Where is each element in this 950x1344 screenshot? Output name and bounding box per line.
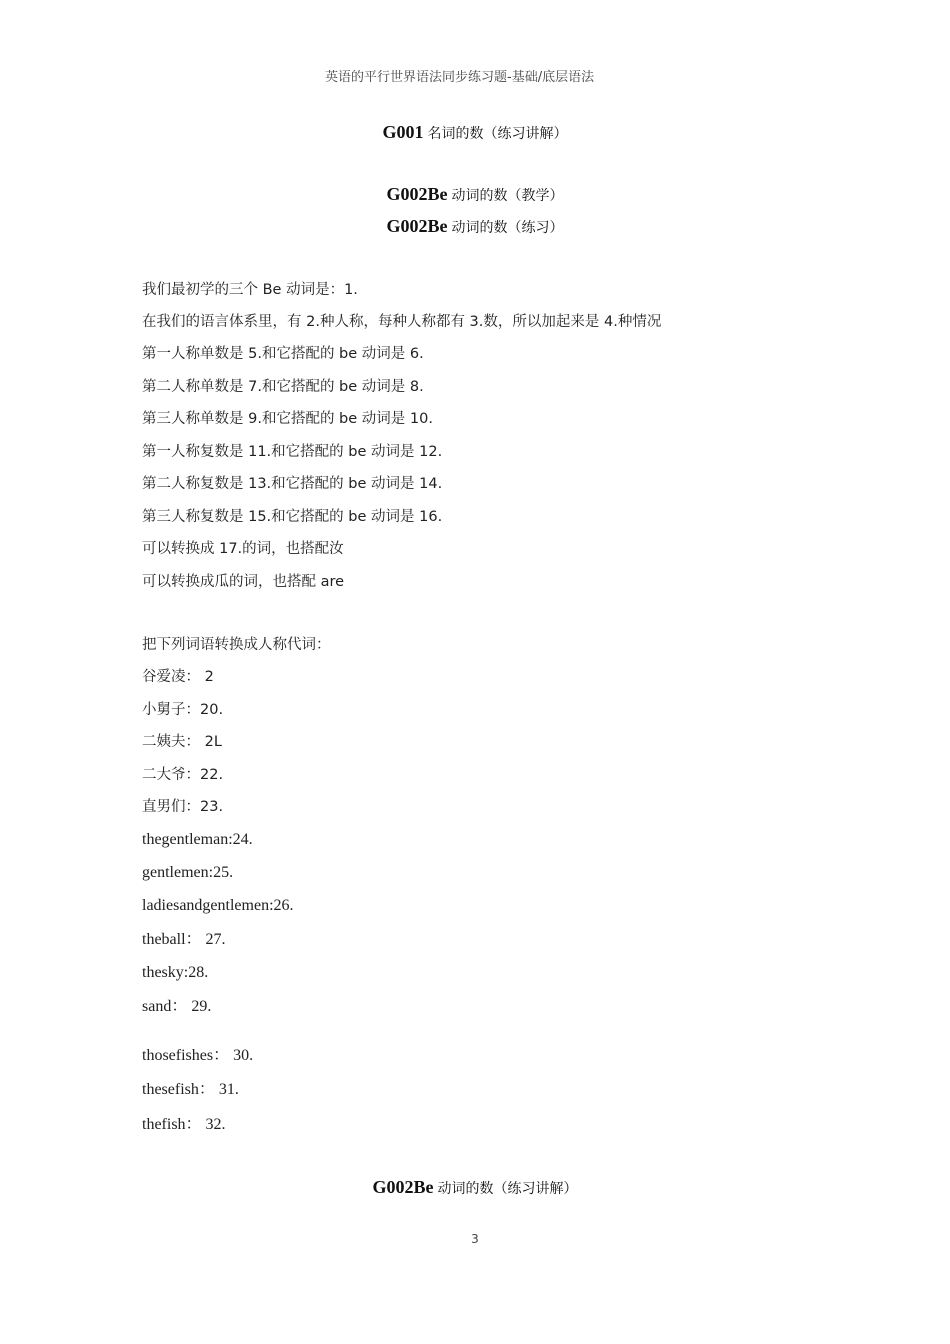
section-heading-g002-practice [0,215,950,239]
heading-code: G001 [382,122,424,142]
heading-code: G002Be [386,216,448,236]
exercise-line: 第一人称单数是 5.和它搭配的 be 动词是 6. [142,346,424,362]
exercise-line: 第三人称单数是 9.和它搭配的 be 动词是 10. [142,411,433,427]
exercise-item: theball： 27. [142,931,226,948]
heading-code: G002Be [372,1177,434,1197]
exercise-line: 可以转换成瓜的词，也搭配 are [142,574,345,590]
exercise-line: 第二人称单数是 7.和它搭配的 be 动词是 8. [142,379,424,395]
heading-text: 动词的数（练习） [451,220,564,236]
exercise-item: thosefishes： 30. [142,1047,254,1064]
exercise-item: gentlemen:25. [142,864,234,881]
section-heading-g002-explanation [0,1176,950,1200]
exercise-line: 在我们的语言体系里，有 2.种人称，每种人称都有 3.数，所以加起来是 4.种情况 [142,314,662,330]
exercise-line: 第一人称复数是 11.和它搭配的 be 动词是 12. [142,444,443,460]
section-heading-g002-teaching [0,183,950,207]
exercise-item: thegentleman:24. [142,831,253,848]
page-number: 3 [471,1232,479,1246]
heading-text: 名词的数（练习讲解） [427,126,568,142]
heading-code: G002Be [386,184,448,204]
exercise-item: thesefish： 31. [142,1081,239,1098]
exercise-line: 第二人称复数是 13.和它搭配的 be 动词是 14. [142,476,443,492]
exercise-instruction: 把下列词语转换成人称代词： [142,637,331,653]
exercise-item: thefish： 32. [142,1116,226,1133]
exercise-item: 小舅子：20. [142,702,224,718]
exercise-item: 直男们：23. [142,799,224,815]
section-heading-g001 [0,121,950,145]
exercise-item: thesky:28. [142,964,209,981]
exercise-item: ladiesandgentlemen:26. [142,897,294,914]
exercise-item: 二大爷：22. [142,767,224,783]
exercise-item: 谷爱凌： 2 [142,669,214,685]
running-header: 英语的平行世界语法同步练习题-基础/底层语法 [325,70,595,85]
exercise-line: 我们最初学的三个 Be 动词是：1. [142,282,358,298]
exercise-item: 二姨夫： 2L [142,734,222,750]
exercise-item: sand： 29. [142,998,212,1015]
heading-text: 动词的数（练习讲解） [437,1181,578,1197]
exercise-line: 第三人称复数是 15.和它搭配的 be 动词是 16. [142,509,443,525]
exercise-line: 可以转换成 17.的词，也搭配汝 [142,541,344,557]
heading-text: 动词的数（教学） [451,188,564,204]
